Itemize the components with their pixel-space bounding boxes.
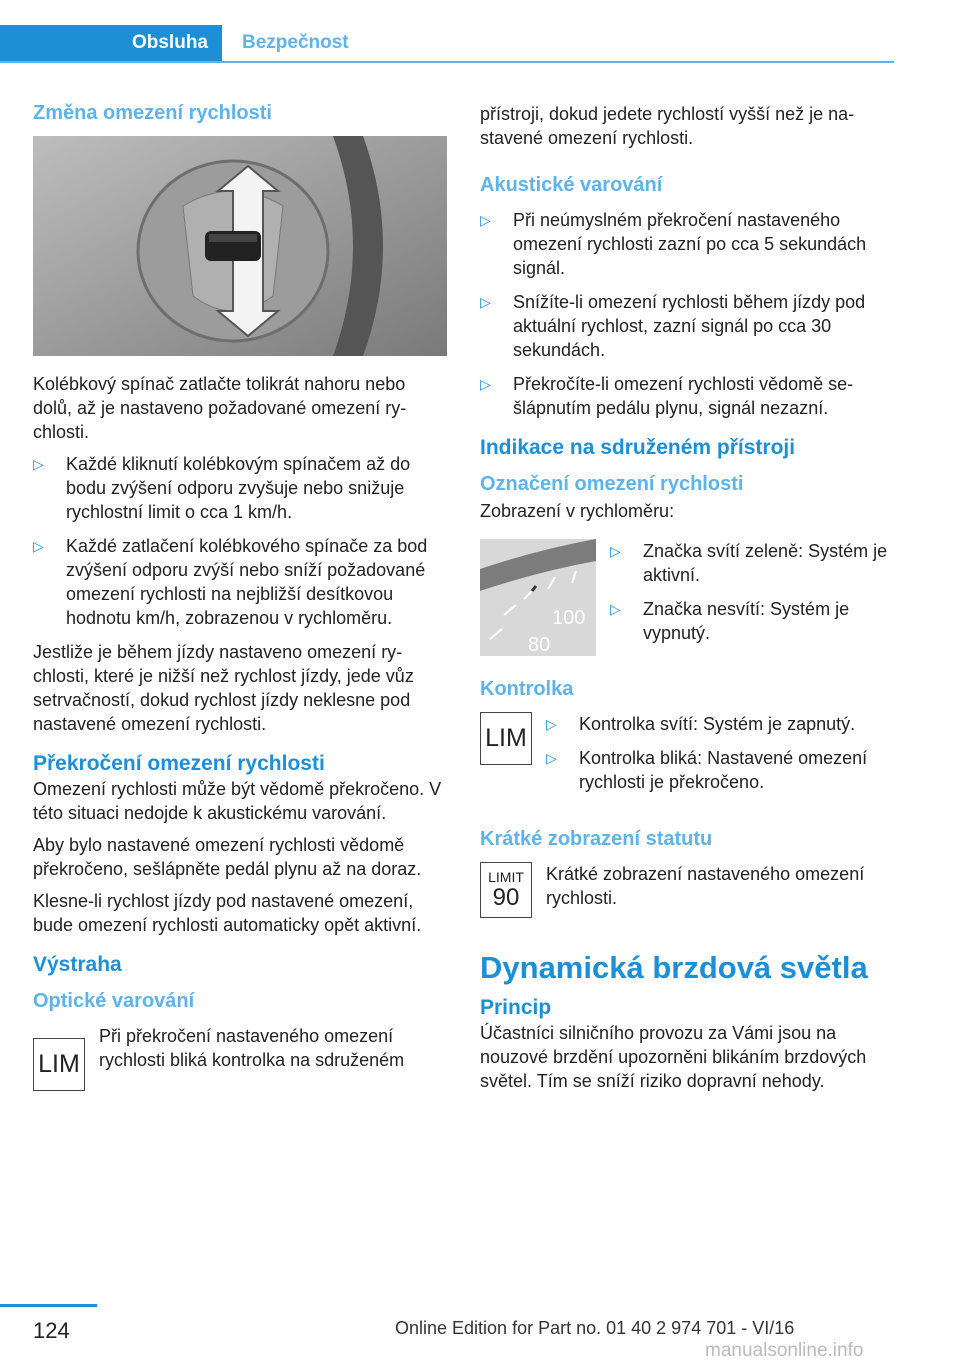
- heading-lamp: Kontrolka: [480, 678, 574, 700]
- tab-bezpecnost[interactable]: Bezpečnost: [242, 32, 349, 53]
- list-item: ▷ Kontrolka svítí: Systém je zapnutý.: [546, 712, 896, 736]
- heading-principle: Princip: [480, 996, 552, 1019]
- heading-marker: Označení omezení rychlosti: [480, 473, 744, 495]
- list-item: ▷ Při neúmyslném překročení nastaveného omezení rychlosti zazní po cca 5 sekundách signál.: [480, 208, 896, 280]
- lim-icon: LIM: [33, 1038, 85, 1091]
- heading-exceed: Překročení omezení rychlosti: [33, 752, 325, 775]
- steering-wheel-rocker-image: [33, 136, 447, 356]
- speedometer-image: [480, 539, 596, 656]
- p-exceed-2: Aby bylo nastavené omezení rychlosti vědomě překročeno, sešlápněte pedál plynu až na doraz.: [33, 835, 422, 879]
- page-number: 124: [33, 1318, 70, 1343]
- list-lamp: [546, 712, 896, 804]
- list-item: ▷ Kontrolka bliká: Nastavené omezení rychlosti je překročeno.: [546, 746, 896, 794]
- list-rocker: [33, 452, 449, 630]
- p-coast: Jestliže je během jízdy nastaveno omezení rychlosti, které je nižší než rychlost jízdy, jede vůz setrvačností, dokud rychlost jízdy neklesne pod nastavené omezení rychlosti.: [33, 642, 414, 734]
- left-column: [33, 100, 449, 1103]
- limit-label: LIMIT: [488, 868, 524, 885]
- edition-text: Online Edition for Part no. 01 40 2 974 701 - VI/16: [395, 1318, 795, 1338]
- list-acoustic: [480, 208, 896, 420]
- right-column: [480, 102, 896, 1101]
- lim-icon: LIM: [480, 712, 532, 765]
- p-optical: Při překročení nastaveného omezení rychlosti bliká kontrolka na sdruženém: [99, 1026, 405, 1070]
- heading-display: Indikace na sdruženém přístroji: [480, 436, 796, 459]
- speedo-100: 100: [552, 607, 586, 629]
- tab-divider: [0, 61, 894, 63]
- list-marker: [610, 539, 896, 655]
- tab-obsluha[interactable]: Obsluha: [0, 25, 222, 61]
- list-item: ▷ Každé kliknutí kolébkovým spínačem až do bodu zvýšení odporu zvyšuje nebo snižuje rychlostní limit o cca 1 km/h.: [33, 452, 449, 524]
- list-item: ▷ Značka nesvítí: Systém je vypnutý.: [610, 597, 896, 645]
- list-item: ▷ Překročíte-li omezení rychlosti vědomě sešlápnutím pedálu plynu, signál nezazní.: [480, 372, 896, 420]
- heading-optical: Optické varování: [33, 990, 195, 1012]
- heading-status: Krátké zobrazení statutu: [480, 828, 713, 850]
- list-item: ▷ Snížíte-li omezení rychlosti během jízdy pod aktuální rychlost, zazní signál po cca 30 sekundách.: [480, 290, 896, 362]
- heading-change-limit: Změna omezení rychlosti: [33, 102, 272, 124]
- heading-acoustic: Akustické varování: [480, 174, 663, 196]
- header-tabs: [0, 25, 894, 61]
- footer-line: [0, 1304, 97, 1307]
- p-status: Krátké zobrazení nastaveného omezení rychlosti.: [546, 864, 865, 908]
- heading-dynamic-brake: Dynamická brzdová světla: [480, 950, 868, 985]
- p-exceed-3: Klesne-li rychlost jízdy pod nastavené omezení, bude omezení rychlosti automaticky opět aktivní.: [33, 891, 422, 935]
- list-item: ▷ Značka svítí zeleně: Systém je aktivní.: [610, 539, 896, 587]
- p-exceed-1: Omezení rychlosti může být vědomě překročeno. V této situaci nedojde k akustickému varování.: [33, 779, 442, 823]
- limit-value: 90: [492, 883, 520, 911]
- p-principle: Účastníci silničního provozu za Vámi jsou na nouzové brzdění upozorněni blikáním brzdových světel. Tím se sníží riziko dopravní nehody.: [480, 1023, 867, 1091]
- p-continue: přístroji, dokud jedete rychlostí vyšší než je nastavené omezení rychlosti.: [480, 104, 855, 148]
- speedo-80: 80: [528, 634, 551, 656]
- p-rocker: Kolébkový spínač zatlačte tolikrát nahoru nebo dolů, až je nastaveno požadované omezení rychlosti.: [33, 374, 407, 442]
- watermark: manualsonline.info: [705, 1340, 864, 1361]
- list-item: ▷ Každé zatlačení kolébkového spínače za bod zvýšení odporu zvýší nebo sníží požadované omezení rychlosti na nejbližší desítkovou hodnotu km/h, zobrazenou v rychloměru.: [33, 534, 449, 630]
- heading-warning: Výstraha: [33, 953, 122, 976]
- limit-90-icon: [480, 862, 532, 918]
- p-marker: Zobrazení v rychloměru:: [480, 501, 675, 521]
